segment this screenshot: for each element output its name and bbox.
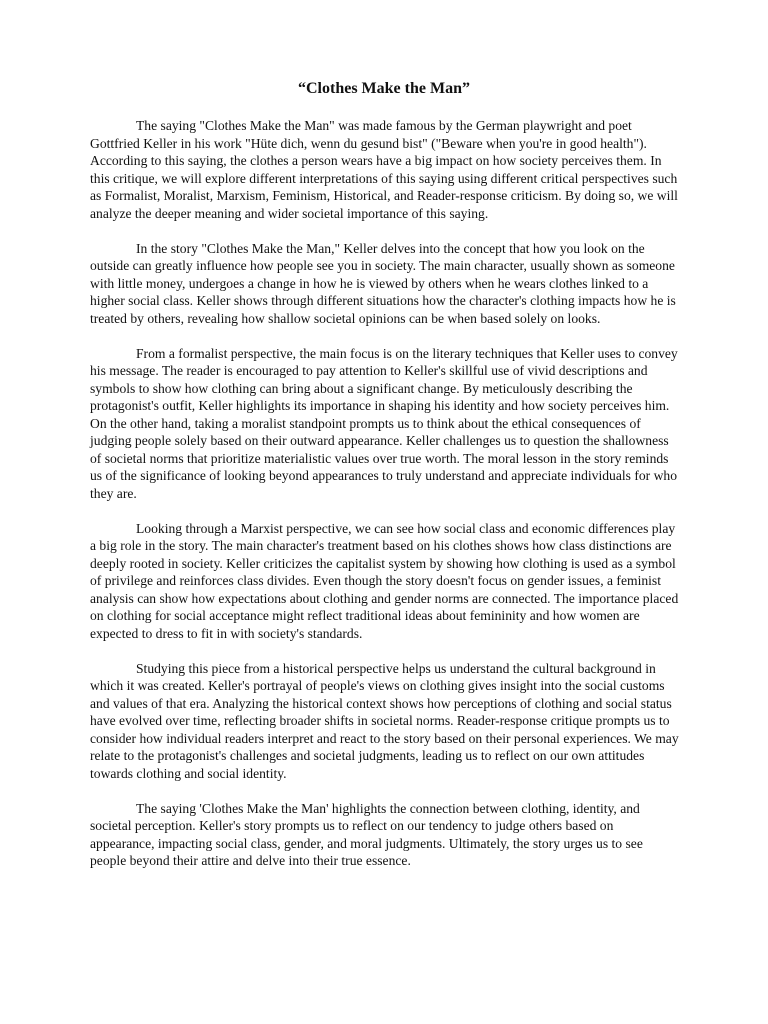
paragraph-marxist-feminist: Looking through a Marxist perspective, we can see how social class and economic differences play a big role in the story. The main character's treatment based on his clothes shows how class distinctions are deeply rooted in society. Keller criticizes the capitalist system by showing how clothing is used as a symbol of privilege and reinforces class divides. Even though the story doesn't focus on gender issues, a feminist analysis can show how expectations about clothing and gender norms are connected. The importance placed on clothing for social acceptance might reflect traditional ideas about femininity and how women are expected to dress to fit in with society's standards.: [90, 520, 679, 641]
document-title: “Clothes Make the Man”: [298, 80, 470, 97]
document-body: [90, 117, 680, 887]
paragraph-intro: The saying "Clothes Make the Man" was made famous by the German playwright and poet Gottfried Keller in his work "Hüte dich, wenn du gesund bist" ("Beware when you're in good health"). According to this saying, the clothes a person wears have a big impact on how society perceives them. In this critique, we will explore different interpretations of this saying using different critical perspectives such as Formalist, Moralist, Marxism, Feminism, Historical, and Reader-response criticism. By doing so, we will analyze the deeper meaning and wider societal importance of this saying.: [90, 118, 678, 221]
paragraph-formalist-moralist: From a formalist perspective, the main focus is on the literary techniques that Keller uses to convey his message. The reader is encouraged to pay attention to Keller's skillful use of vivid descriptions and symbols to show how clothing can bring about a significant change. By meticulously describing the protagonist's outfit, Keller highlights its importance in shaping his identity and how society perceives him. On the other hand, taking a moralist standpoint prompts us to think about the ethical consequences of judging people solely based on their outward appearance. Keller challenges us to question the shallowness of societal norms that prioritize materialistic values over true worth. The moral lesson in the story reminds us of the significance of looking beyond appearances to truly understand and appreciate individuals for who they are.: [90, 345, 678, 501]
paragraph-conclusion: The saying 'Clothes Make the Man' highlights the connection between clothing, identity, and societal perception. Keller's story prompts us to reflect on our tendency to judge others based on appearance, impacting social class, gender, and moral judgments. Ultimately, the story urges us to see people beyond their attire and delve into their true essence.: [90, 800, 643, 868]
paragraph-story-summary: In the story "Clothes Make the Man," Keller delves into the concept that how you look on the outside can greatly influence how people see you in society. The main character, usually shown as someone with little money, undergoes a change in how he is viewed by others when he wears clothes linked to a higher social class. Keller shows through different situations how the character's clothing impacts how he is treated by others, revealing how shallow societal opinions can be when based solely on looks.: [90, 240, 676, 326]
paragraph-historical-reader-response: Studying this piece from a historical perspective helps us understand the cultural background in which it was created. Keller's portrayal of people's views on clothing gives insight into the social customs and values of that era. Analyzing the historical context shows how perceptions of clothing and social status have evolved over time, reflecting broader shifts in societal norms. Reader-response critique prompts us to consider how individual readers interpret and react to the story based on their personal experiences. We may relate to the protagonist's challenges and societal judgments, leading us to reflect on our own attitudes towards clothing and social identity.: [90, 660, 679, 781]
